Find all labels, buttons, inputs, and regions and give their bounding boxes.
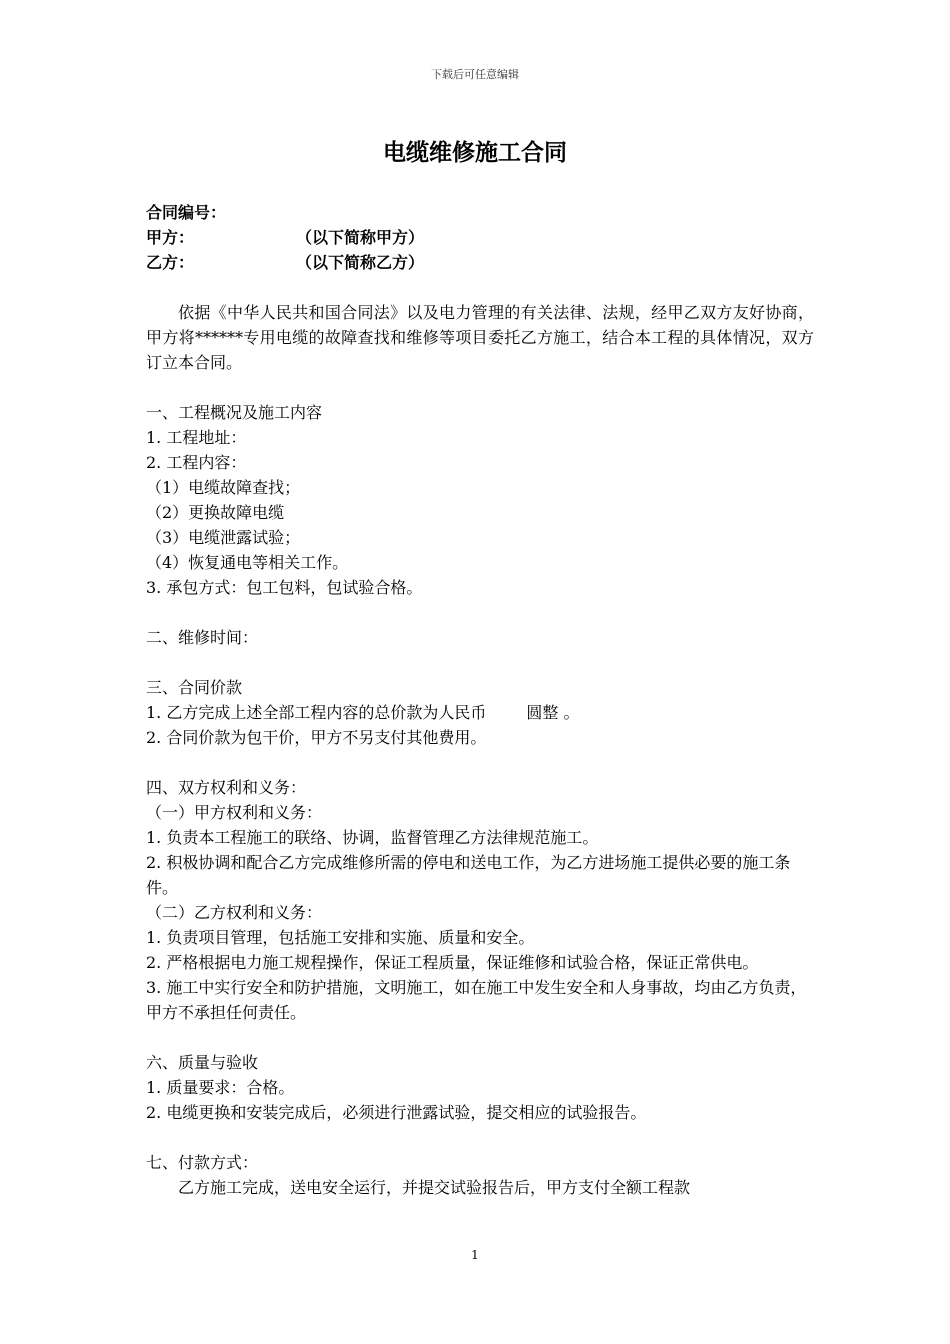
price-text-after: 圆整 。 bbox=[526, 703, 580, 722]
section-4-party-b-item-1: 1. 负责项目管理，包括施工安排和实施、质量和安全。 bbox=[146, 928, 535, 947]
section-4-party-b-heading: （二）乙方权利和义务： bbox=[146, 903, 323, 922]
section-7-paragraph: 乙方施工完成，送电安全运行，并提交试验报告后，甲方支付全额工程款 bbox=[178, 1178, 691, 1197]
section-4-party-b-item-2: 2. 严格根据电力施工规程操作，保证工程质量，保证维修和试验合格，保证正常供电。 bbox=[146, 953, 759, 972]
section-4-party-b-item-3: 3. 施工中实行安全和防护措施，文明施工，如在施工中发生安全和人身事故，均由乙方负责，甲方不承担任何责任。 bbox=[146, 978, 807, 1022]
section-1-heading: 一、工程概况及施工内容 bbox=[146, 403, 323, 422]
document-title: 电缆维修施工合同 bbox=[383, 140, 567, 166]
contract-number-label: 合同编号： bbox=[146, 203, 227, 222]
section-6-item-1: 1. 质量要求：合格。 bbox=[146, 1078, 295, 1097]
section-6-item-2: 2. 电缆更换和安装完成后，必须进行泄露试验，提交相应的试验报告。 bbox=[146, 1103, 647, 1122]
party-a-row bbox=[146, 225, 814, 250]
party-b-row bbox=[146, 250, 814, 275]
section-4-party-a-item-1: 1. 负责本工程施工的联络、协调，监督管理乙方法律规范施工。 bbox=[146, 828, 599, 847]
party-b-label: 乙方： bbox=[146, 253, 195, 272]
section-4-party-a-item-2: 2. 积极协调和配合乙方完成维修所需的停电和送电工作，为乙方进场施工提供必要的施工条件。 bbox=[146, 853, 791, 897]
page-number: 1 bbox=[471, 1248, 479, 1262]
section-6-heading: 六、质量与验收 bbox=[146, 1053, 259, 1072]
party-a-label: 甲方： bbox=[146, 228, 195, 247]
party-b-note: （以下简称乙方） bbox=[296, 253, 425, 272]
section-1-item-3: 3. 承包方式：包工包料，包试验合格。 bbox=[146, 578, 423, 597]
section-3-heading: 三、合同价款 bbox=[146, 678, 243, 697]
section-1-subitem-1: （1）电缆故障查找； bbox=[146, 478, 301, 497]
section-1-item-1: 1. 工程地址： bbox=[146, 428, 247, 447]
header-note: 下载后可任意编辑 bbox=[431, 68, 519, 81]
section-1-subitem-3: （3）电缆泄露试验； bbox=[146, 528, 301, 547]
price-text-before: 1. 乙方完成上述全部工程内容的总价款为人民币 bbox=[146, 703, 487, 722]
section-3-item-1 bbox=[146, 700, 814, 725]
intro-paragraph: 依据《中华人民共和国合同法》以及电力管理的有关法律、法规，经甲乙双方友好协商，甲方将******专用电缆的故障查找和维修等项目委托乙方施工，结合本工程的具体情况，双方订立本合同。 bbox=[146, 303, 814, 372]
party-a-note: （以下简称甲方） bbox=[296, 228, 425, 247]
section-2-heading: 二、维修时间： bbox=[146, 628, 259, 647]
section-3-item-2: 2. 合同价款为包干价，甲方不另支付其他费用。 bbox=[146, 728, 487, 747]
section-4-heading: 四、双方权利和义务： bbox=[146, 778, 307, 797]
section-1-item-2: 2. 工程内容： bbox=[146, 453, 247, 472]
section-1-subitem-4: （4）恢复通电等相关工作。 bbox=[146, 553, 349, 572]
contract-body bbox=[146, 200, 814, 1200]
section-7-heading: 七、付款方式： bbox=[146, 1153, 259, 1172]
section-4-party-a-heading: （一）甲方权利和义务： bbox=[146, 803, 323, 822]
section-1-subitem-2: （2）更换故障电缆 bbox=[146, 503, 285, 522]
